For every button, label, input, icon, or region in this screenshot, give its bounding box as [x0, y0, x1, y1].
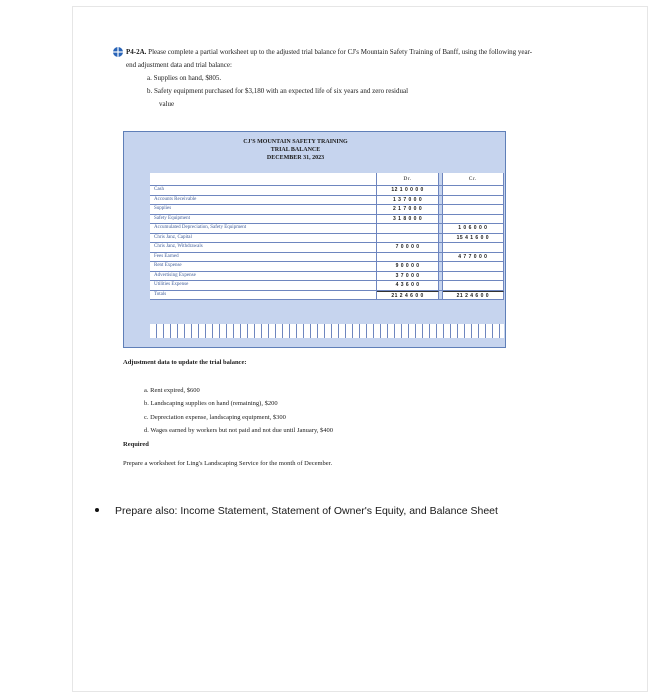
table-row [150, 243, 504, 253]
account-name: Fees Earned [150, 253, 377, 262]
adjustment-item: d. Wages earned by workers but not paid and not due until January, $400 [144, 427, 334, 434]
table-row [150, 234, 504, 244]
trial-balance-grid [150, 173, 504, 300]
table-row [150, 215, 504, 225]
adjustment-item: a. Rent expired, $600 [144, 386, 200, 394]
credit-total: 21 2 4 6 0 0 [443, 291, 504, 300]
trial-balance-heading [124, 138, 507, 162]
tb-title-date: DECEMBER 31, 2023 [266, 155, 325, 161]
table-row [150, 262, 504, 272]
required-label: Required [123, 440, 149, 448]
tb-title-report: TRIAL BALANCE [270, 147, 321, 153]
debit-amount: 4 3 6 0 0 [377, 281, 438, 290]
account-name: Supplies [150, 205, 377, 214]
credit-amount: 4 7 7 0 0 0 [443, 253, 504, 262]
account-name: Advertising Expense [150, 272, 377, 281]
problem-item-b: b. Safety equipment purchased for $3,180 with an expected life of six years and zero residual [147, 87, 409, 95]
credit-amount [443, 272, 504, 281]
bullet-item [95, 505, 498, 517]
debit-amount: 9 0 0 0 0 [377, 262, 438, 271]
dr-header: Dr. [377, 173, 438, 185]
debit-amount: 3 7 0 0 0 [377, 272, 438, 281]
debit-total: 21 2 4 6 0 0 [377, 291, 438, 300]
totals-row [150, 291, 504, 301]
account-name: Utilities Expense [150, 281, 377, 290]
credit-amount: 1 0 6 0 0 0 [443, 224, 504, 233]
table-row [150, 253, 504, 263]
adjustment-section [123, 356, 543, 471]
credit-amount [443, 262, 504, 271]
bullet-text: Prepare also: Income Statement, Statement of Owner's Equity, and Balance Sheet [115, 505, 498, 517]
table-row [150, 205, 504, 215]
adjustment-item: b. Landscaping supplies on hand (remaining), $200 [144, 400, 278, 407]
debit-amount [377, 234, 438, 243]
debit-amount: 2 1 7 0 0 0 [377, 205, 438, 214]
debit-amount [377, 253, 438, 262]
account-name: Rent Expense [150, 262, 377, 271]
account-name: Accumulated Depreciation, Safety Equipment [150, 224, 377, 233]
account-name: Totals [150, 291, 377, 300]
table-row [150, 196, 504, 206]
credit-amount [443, 281, 504, 290]
account-name: Chris Janz, Capital [150, 234, 377, 243]
cr-header: Cr. [443, 173, 504, 185]
problem-label: P4-2A. [126, 48, 147, 56]
credit-amount [443, 215, 504, 224]
account-name: Cash [150, 186, 377, 195]
debit-amount [377, 224, 438, 233]
table-row [150, 272, 504, 282]
globe-icon [113, 47, 123, 57]
account-name: Accounts Receivable [150, 196, 377, 205]
debit-amount: 7 0 0 0 0 [377, 243, 438, 252]
debit-amount: 3 1 8 0 0 0 [377, 215, 438, 224]
tb-title-company: CJ'S MOUNTAIN SAFETY TRAINING [243, 139, 348, 145]
table-row [150, 224, 504, 234]
table-row [150, 281, 504, 291]
debit-amount: 12 1 0 0 0 0 [377, 186, 438, 195]
credit-amount [443, 186, 504, 195]
problem-item-a: a. Supplies on hand, $805. [147, 74, 222, 82]
debit-amount: 1 3 7 0 0 0 [377, 196, 438, 205]
table-row [150, 186, 504, 196]
adjustment-item: c. Depreciation expense, landscaping equipment, $300 [144, 413, 286, 421]
trial-balance-image [123, 131, 506, 348]
credit-amount [443, 196, 504, 205]
problem-item-b-cont: value [159, 100, 175, 108]
credit-amount [443, 205, 504, 214]
required-text: Prepare a worksheet for Ling's Landscaping Service for the month of December. [123, 460, 333, 467]
tb-header-row [150, 173, 504, 186]
adjustment-title: Adjustment data to update the trial balance: [123, 359, 247, 366]
bullet-dot-icon [95, 508, 99, 512]
credit-amount: 15 4 1 6 0 0 [443, 234, 504, 243]
tb-footer-grid [150, 324, 504, 338]
problem-text: Please complete a partial worksheet up to the adjusted trial balance for CJ's Mountain Safety Training of Banff, using the following year-end adjustment data and trial balance: [126, 48, 533, 69]
account-name: Safety Equipment [150, 215, 377, 224]
credit-amount [443, 243, 504, 252]
account-name: Chris Janz, Withdrawals [150, 243, 377, 252]
problem-statement [113, 46, 533, 111]
